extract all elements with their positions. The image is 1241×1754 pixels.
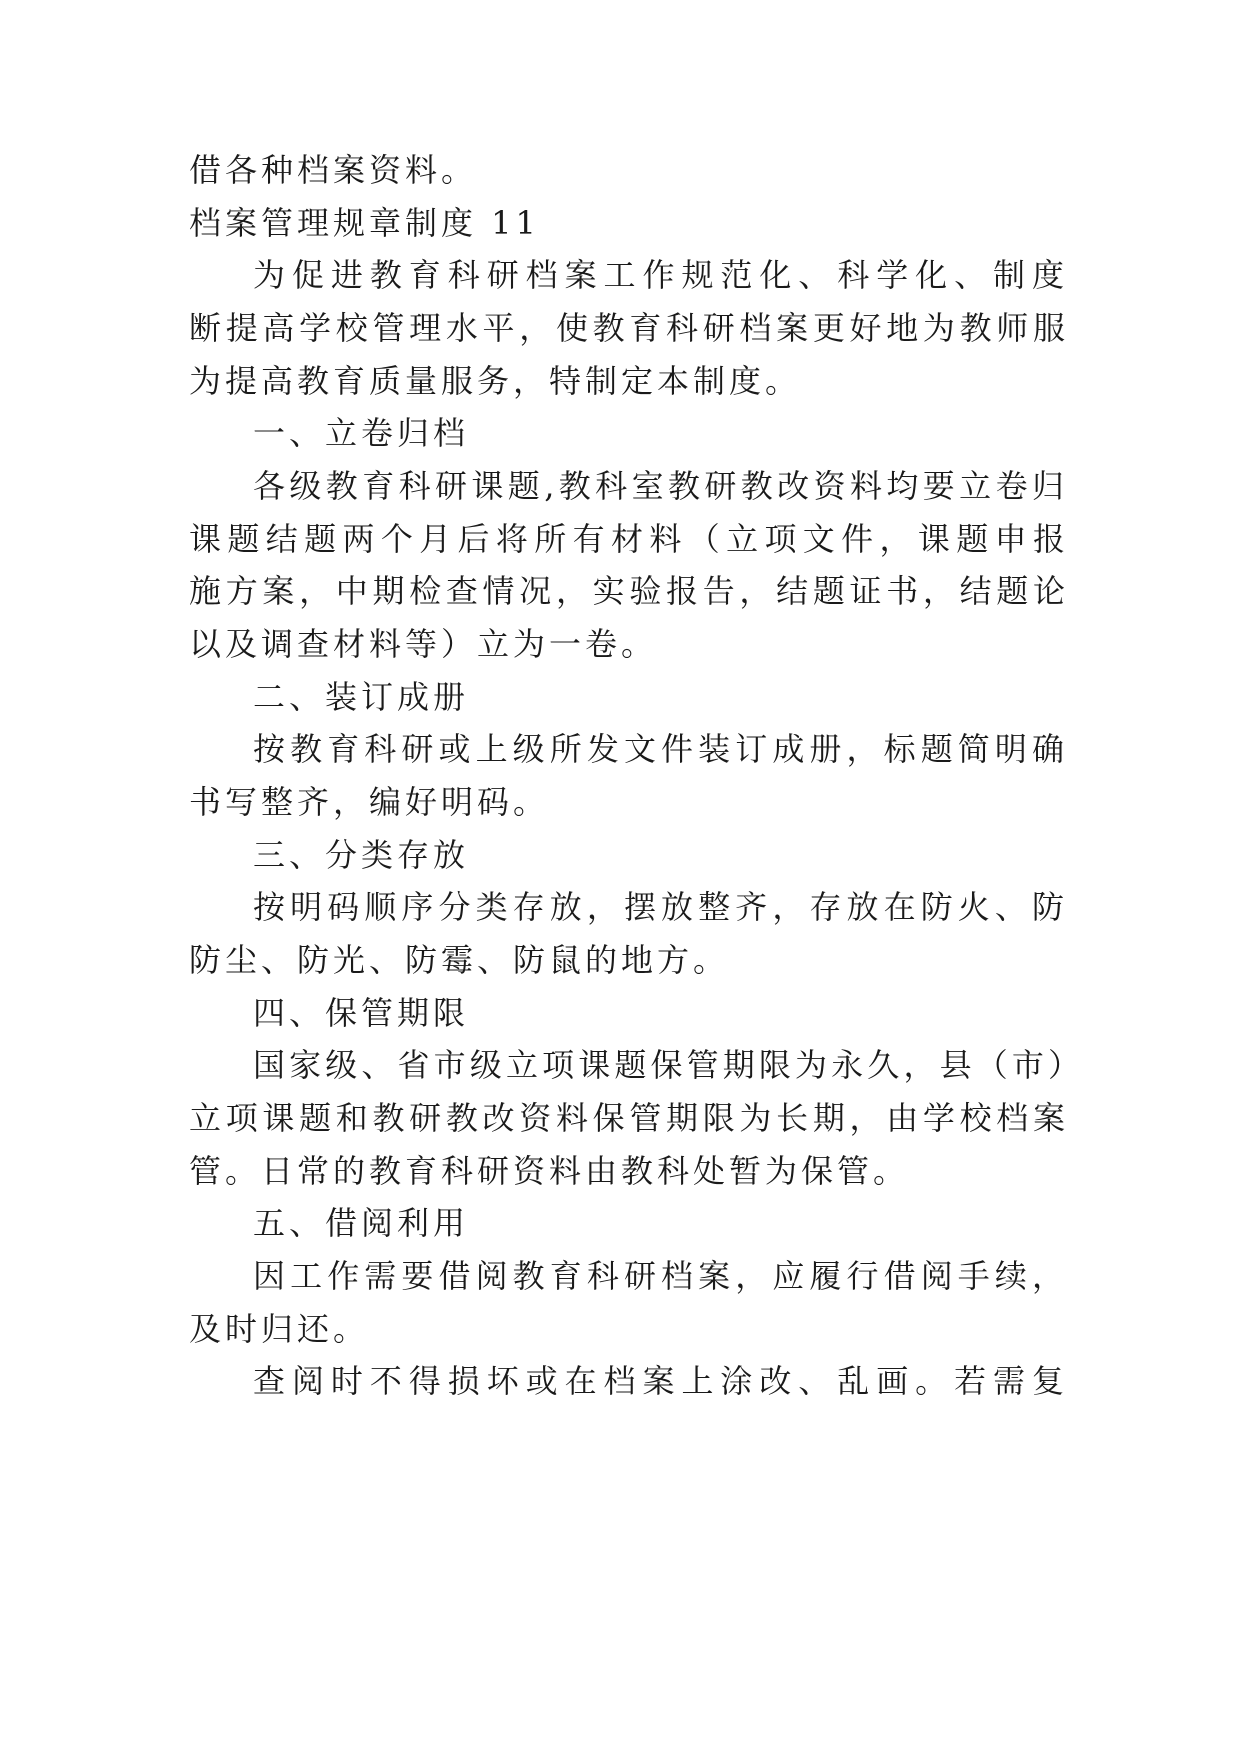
text-line: 书写整齐，编好明码。: [189, 783, 550, 821]
section-heading: 五、借阅利用: [253, 1204, 470, 1242]
text-line: 为提高教育质量服务，特制定本制度。: [189, 362, 802, 400]
text-line: 及时归还。: [189, 1310, 370, 1348]
text-line: 课题结题两个月后将所有材料（立项文件，课题申报: [189, 520, 1069, 558]
text-line: 施方案，中期检查情况，实验报告，结题证书，结题论: [189, 572, 1069, 610]
text-line: 按明码顺序分类存放，摆放整齐，存放在防火、防: [253, 888, 1068, 926]
section-heading: 四、保管期限: [253, 994, 470, 1032]
text-line: 按教育科研或上级所发文件装订成册，标题简明确: [253, 730, 1068, 768]
text-line: 因工作需要借阅教育科研档案，应履行借阅手续，: [253, 1257, 1068, 1295]
section-title: 档案管理规章制度 11: [189, 204, 540, 242]
text-line: 查阅时不得损坏或在档案上涂改、乱画。若需复: [253, 1362, 1068, 1400]
section-heading: 一、立卷归档: [253, 414, 470, 452]
text-line: 为促进教育科研档案工作规范化、科学化、制度: [253, 256, 1068, 294]
text-line: 立项课题和教研教改资料保管期限为长期，由学校档案: [189, 1099, 1069, 1137]
section-heading: 三、分类存放: [253, 836, 470, 874]
text-line: 国家级、省市级立项课题保管期限为永久，县（市）: [253, 1046, 1068, 1084]
text-line: 防尘、防光、防霉、防鼠的地方。: [189, 941, 730, 979]
text-line: 管。日常的教育科研资料由教科处暂为保管。: [189, 1152, 910, 1190]
text-line: 借各种档案资料。: [189, 151, 478, 189]
section-heading: 二、装订成册: [253, 678, 470, 716]
text-line: 断提高学校管理水平，使教育科研档案更好地为教师服: [189, 309, 1069, 347]
text-line: 各级教育科研课题,教科室教研教改资料均要立卷归: [253, 467, 1068, 505]
text-line: 以及调查材料等）立为一卷。: [189, 625, 658, 663]
